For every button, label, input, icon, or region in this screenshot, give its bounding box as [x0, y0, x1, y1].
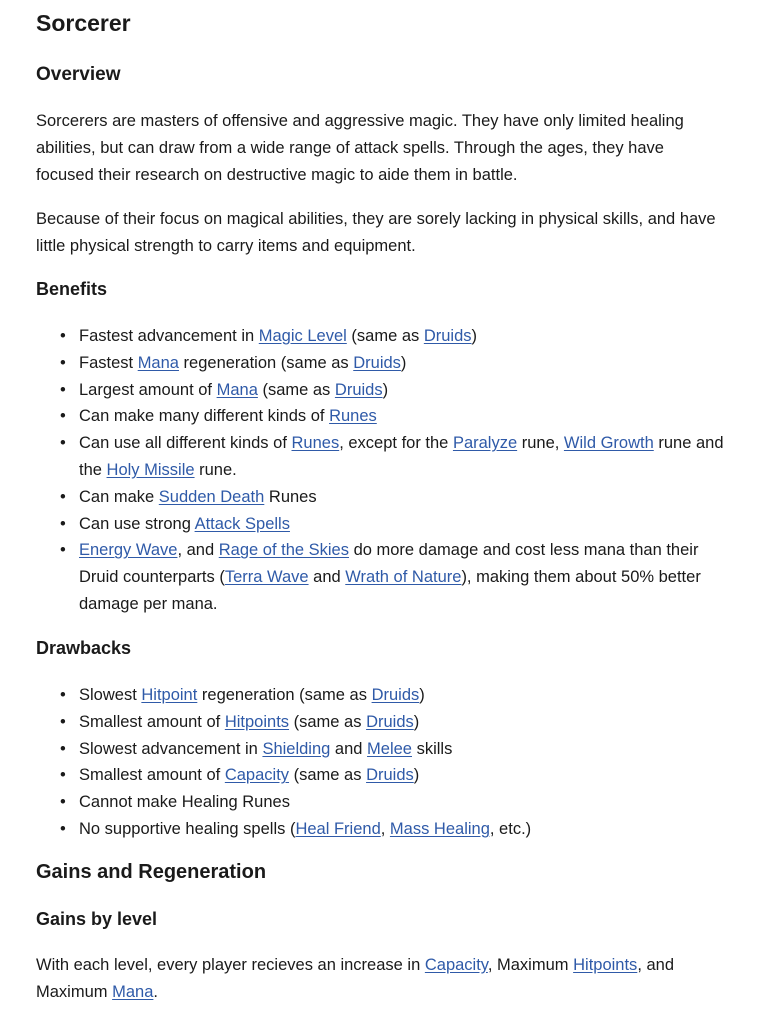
list-item: • Can use strong Attack Spells — [79, 511, 729, 538]
link-druids[interactable]: Druids — [423, 327, 472, 345]
bullet-icon: • — [60, 739, 66, 758]
link-hitpoint[interactable]: Hitpoint — [141, 686, 198, 704]
link-shielding[interactable]: Shielding — [262, 739, 331, 758]
link-mana[interactable]: Mana — [112, 983, 154, 1001]
bullet-icon: • — [60, 819, 66, 838]
link-wrath-of-nature[interactable]: Wrath of Nature — [345, 568, 462, 587]
gains-by-level-heading: Gains by level — [36, 909, 158, 929]
link-capacity[interactable]: Capacity — [224, 766, 290, 785]
bullet-icon: • — [60, 793, 66, 812]
link-energy-wave[interactable]: Energy Wave — [79, 541, 178, 560]
drawbacks-list — [36, 682, 729, 843]
link-capacity[interactable]: Capacity — [424, 956, 488, 974]
list-item: • Fastest advancement in Magic Level (same as Druids) — [79, 323, 729, 350]
drawbacks-heading: Drawbacks — [36, 638, 132, 658]
bullet-icon: • — [60, 686, 66, 704]
bullet-icon: • — [60, 327, 66, 345]
link-magic-level[interactable]: Magic Level — [258, 327, 347, 345]
bullet-icon: • — [60, 712, 66, 731]
bullet-icon: • — [60, 766, 66, 785]
overview-paragraph-2: Because of their focus on magical abilities, they are sorely lacking in physical skills, and have little physical strength to carry items and equipment. — [36, 210, 716, 255]
benefits-heading: Benefits — [36, 279, 108, 299]
gains-heading: Gains and Regeneration — [36, 861, 267, 883]
link-druids[interactable]: Druids — [353, 353, 401, 372]
list-item: • Smallest amount of Hitpoints (same as Druids) — [79, 709, 729, 736]
link-attack-spells[interactable]: Attack Spells — [194, 514, 290, 533]
list-item: • Energy Wave, and Rage of the Skies do more damage and cost less mana than their Druid counterparts (Terra Wave and Wrath of Nature), making them about 50% better damage per mana. — [79, 537, 729, 617]
bullet-icon: • — [60, 487, 66, 506]
bullet-icon: • — [60, 514, 66, 533]
gains-paragraph: With each level, every player recieves an increase in Capacity, Maximum Hitpoints, and Maximum Mana. — [36, 956, 675, 1001]
list-item: • Slowest Hitpoint regeneration (same as Druids) — [79, 682, 729, 709]
list-item: • Can make many different kinds of Runes — [79, 403, 729, 430]
link-wild-growth[interactable]: Wild Growth — [563, 434, 654, 453]
link-heal-friend[interactable]: Heal Friend — [295, 819, 381, 838]
link-hitpoints[interactable]: Hitpoints — [224, 712, 290, 731]
overview-heading: Overview — [36, 64, 121, 85]
link-rage-of-the-skies[interactable]: Rage of the Skies — [218, 541, 349, 560]
list-item: • Fastest Mana regeneration (same as Druids) — [79, 350, 729, 377]
bullet-icon: • — [60, 380, 66, 399]
list-item: • Cannot make Healing Runes — [79, 789, 729, 816]
bullet-icon: • — [60, 434, 66, 453]
overview-paragraph-1: Sorcerers are masters of offensive and aggressive magic. They have only limited healing abilities, but can draw from a wide range of attack spells. Through the ages, they have focused their research on destructive magic to aide them in battle. — [36, 112, 684, 184]
link-mana[interactable]: Mana — [216, 380, 258, 399]
link-mass-healing[interactable]: Mass Healing — [389, 819, 490, 838]
list-item: • Can use all different kinds of Runes, except for the Paralyze rune, Wild Growth rune and the Holy Missile rune. — [79, 430, 729, 484]
page-title: Sorcerer — [36, 10, 131, 36]
link-druids[interactable]: Druids — [371, 686, 420, 704]
link-sudden-death[interactable]: Sudden Death — [158, 487, 265, 506]
bullet-icon: • — [60, 541, 66, 560]
link-paralyze[interactable]: Paralyze — [452, 434, 518, 453]
link-melee[interactable]: Melee — [367, 739, 412, 758]
link-holy-missile[interactable]: Holy Missile — [106, 460, 195, 479]
list-item: • Largest amount of Mana (same as Druids) — [79, 377, 729, 404]
list-item: • No supportive healing spells (Heal Friend, Mass Healing, etc.) — [79, 816, 729, 843]
list-item: • Can make Sudden Death Runes — [79, 484, 729, 511]
link-runes[interactable]: Runes — [291, 434, 340, 453]
link-druids[interactable]: Druids — [366, 712, 414, 731]
benefits-list — [36, 323, 729, 618]
link-terra-wave[interactable]: Terra Wave — [224, 568, 309, 587]
link-druids[interactable]: Druids — [366, 766, 414, 785]
bullet-icon: • — [60, 407, 66, 426]
bullet-icon: • — [60, 353, 66, 372]
list-item: • Smallest amount of Capacity (same as Druids) — [79, 762, 729, 789]
link-druids[interactable]: Druids — [334, 380, 383, 399]
link-hitpoints[interactable]: Hitpoints — [573, 956, 638, 974]
link-mana[interactable]: Mana — [137, 353, 179, 372]
link-runes[interactable]: Runes — [329, 407, 377, 426]
list-item: • Slowest advancement in Shielding and Melee skills — [79, 736, 729, 763]
